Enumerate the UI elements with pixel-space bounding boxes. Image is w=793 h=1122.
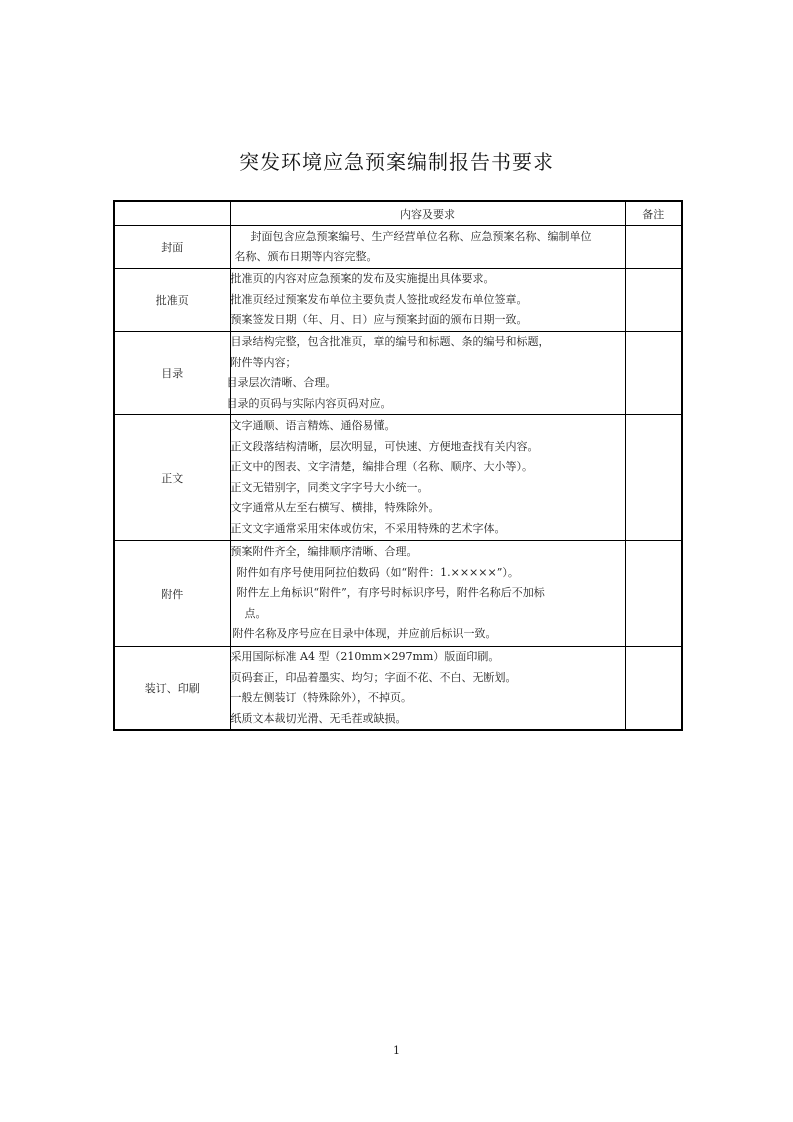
table-row	[114, 332, 682, 415]
content-line: 正文段落结构清晰，层次明显，可快速、方便地查找有关内容。	[230, 439, 539, 453]
row-note	[625, 415, 682, 541]
header-content: 内容及要求	[230, 201, 625, 226]
content-line: 附件如有序号使用阿拉伯数码（如“附件：1.×××××”）。	[236, 565, 519, 579]
row-note	[625, 226, 682, 269]
row-category: 附件	[114, 541, 230, 647]
row-category: 正文	[114, 415, 230, 541]
row-content	[226, 332, 625, 415]
content-line: 预案签发日期（年、月、日）应与预案封面的颁布日期一致。	[230, 313, 528, 327]
row-category: 目录	[114, 332, 230, 415]
content-line: 批准页的内容对应急预案的发布及实施提出具体要求。	[230, 272, 495, 286]
table-row	[114, 647, 682, 731]
content-line: 文字通顺、语言精炼、通俗易懂。	[230, 419, 396, 432]
content-line: 预案附件齐全，编排顺序清晰、合理。	[230, 545, 418, 559]
content-line: 附件名称及序号应在目录中体现，并应前后标识一致。	[232, 627, 497, 641]
content-line: 一般左侧装订（特殊除外），不掉页。	[230, 691, 412, 704]
row-content	[230, 647, 625, 731]
content-line: 采用国际标准 A4 型（210mm×297mm）版面印刷。	[230, 650, 500, 663]
requirements-table	[113, 200, 683, 731]
content-line: 名称、颁布日期等内容完整。	[234, 250, 378, 263]
content-line: 点。	[244, 606, 267, 620]
content-line: 附件左上角标识“附件”，有序号时标识序号，附件名称后不加标	[236, 586, 545, 600]
table-row	[114, 415, 682, 541]
row-category: 批准页	[114, 269, 230, 332]
row-note	[625, 541, 682, 647]
content-line: 目录的页码与实际内容页码对应。	[226, 396, 392, 410]
page-number: 1	[393, 1044, 400, 1057]
row-note	[625, 269, 682, 332]
content-line: 目录层次清晰、合理。	[226, 376, 337, 389]
row-note	[625, 332, 682, 415]
content-line: 正文中的图表、文字清楚，编排合理（名称、顺序、大小等）。	[230, 460, 533, 473]
table-header-row	[114, 201, 682, 226]
row-content	[230, 415, 625, 541]
content-line: 附件等内容；	[230, 355, 297, 369]
content-line: 纸质文本裁切光滑、无毛茬或缺损。	[230, 711, 407, 725]
table-row	[114, 541, 682, 647]
content-line: 正文无错别字，同类文字字号大小统一。	[230, 480, 429, 494]
row-content	[230, 226, 625, 269]
content-line: 批准页经过预案发布单位主要负责人签批或经发布单位签章。	[230, 292, 528, 306]
document-title: 突发环境应急预案编制报告书要求	[239, 150, 554, 174]
row-note	[625, 647, 682, 731]
content-line: 正文文字通常采用宋体或仿宋，不采用特殊的艺术字体。	[230, 521, 506, 535]
content-line: 文字通常从左至右横写、横排，特殊除外。	[230, 501, 440, 514]
content-line: 页码套正，印品着墨实、均匀；字面不花、不白、无断划。	[230, 670, 517, 684]
content-line: 目录结构完整，包含批准页，章的编号和标题、条的编号和标题，	[230, 335, 550, 348]
row-content	[230, 269, 625, 332]
header-notes: 备注	[625, 201, 682, 226]
table-row	[114, 226, 682, 269]
header-category	[114, 201, 230, 226]
table-row	[114, 269, 682, 332]
row-category: 装订、印刷	[114, 647, 230, 731]
row-category: 封面	[114, 226, 230, 269]
content-line: 封面包含应急预案编号、生产经营单位名称、应急预案名称、编制单位	[250, 229, 592, 243]
row-content	[230, 541, 625, 647]
